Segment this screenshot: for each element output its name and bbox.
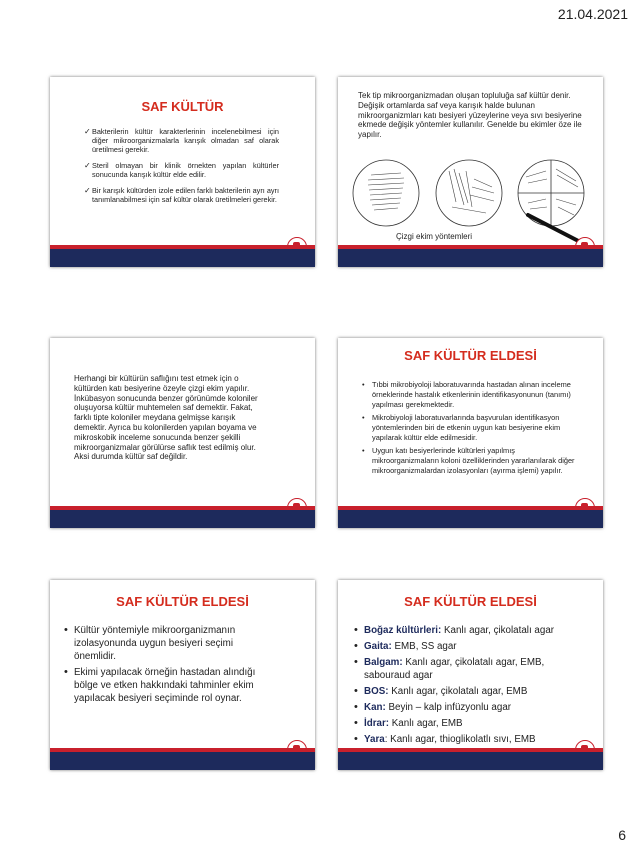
list-item: ✓ Bir karışık kültürden izole edilen farklı bakterilerin ayrı ayrı tanımlanabilmesi için saf kültür olarak üretilmeleri gerekir. <box>84 186 279 204</box>
list-item <box>354 624 584 637</box>
slide-title: SAF KÜLTÜR ELDESİ <box>404 594 537 609</box>
sample-label: Gaita: <box>364 641 392 652</box>
sample-label: Kan: <box>364 702 386 713</box>
list-item <box>354 733 584 746</box>
list-item: ✓ Steril olmayan bir klinik örnekten yapılan kültürler sonucunda karışık kültür elde edilir. <box>84 161 279 179</box>
footer-band <box>50 506 315 528</box>
footer-band <box>338 245 603 267</box>
list-item: • Kültür yöntemiyle mikroorganizmanın izolasyonunda uygun besiyeri seçimi önemlidir. <box>64 624 274 663</box>
media-text: : Kanlı agar, thioglikolatlı sıvı, EMB <box>384 734 536 745</box>
slide-saf-kultur-eldesi-1 <box>338 338 603 528</box>
media-text: Beyin – kalp infüzyonlu agar <box>385 702 512 713</box>
date-stamp: 21.04.2021 <box>557 6 628 22</box>
media-text: Kanlı agar, çikolatalı agar, EMB <box>388 686 528 697</box>
sample-label: BOS: <box>364 686 389 697</box>
list-item: • Tıbbi mikrobiyoloji laboratuvarında hastadan alınan inceleme örneklerinde hastalık etkenlerinin identifikasyonunun (tanımı) yapılması gerekmektedir. <box>362 380 577 410</box>
sample-label: Yara <box>364 734 385 745</box>
slide-title: SAF KÜLTÜR ELDESİ <box>116 594 249 609</box>
media-text: Kanlı agar, çikolatalı agar <box>441 625 555 636</box>
sample-label: Balgam: <box>364 657 403 668</box>
figure-caption: Çizgi ekim yöntemleri <box>396 232 473 241</box>
footer-band <box>338 748 603 770</box>
media-text: EMB, SS agar <box>391 641 457 652</box>
list-item: ✓ Bakterilerin kültür karakterlerinin incelenebilmesi için diğer mikroorganizmalarla karışık olmadan saf olarak üretilmesi gerekir. <box>84 127 279 154</box>
list-item <box>354 701 584 714</box>
footer-band <box>50 748 315 770</box>
bullet-list <box>64 624 274 708</box>
petri-dish-1-icon <box>353 160 419 226</box>
list-item <box>354 640 584 653</box>
slide-text: Herhangi bir kültürün saflığını test etmek için o kültürden katı besiyerine özeyle çizgi ekim yapılır. İnkübasyon sonucunda benzer görünümde koloniler oluşuyorsa kültür muhtemelen saf demektir. Fakat, farklı tipte koloniler meydana gelmişse karışık demektir. Ayrıca bu kolonilerden yapılan boyama ve mikroskobik inceleme sonucunda benzer şekilli mikroorganizmalar görülürse saflık test edilmiş olur. Aksi durumda kültür saf değildir. <box>74 374 258 462</box>
sample-media-list <box>354 624 584 749</box>
list-item <box>354 717 584 730</box>
sample-label: İdrar: <box>364 718 390 729</box>
slide-title: SAF KÜLTÜR ELDESİ <box>404 348 537 363</box>
sample-label: Boğaz kültürleri: <box>364 625 442 636</box>
slide-title: SAF KÜLTÜR <box>141 99 224 114</box>
slide-saf-kultur <box>50 77 315 267</box>
footer-band <box>338 506 603 528</box>
petri-dish-3-icon <box>518 160 590 247</box>
slide-saf-kultur-eldesi-3 <box>338 580 603 770</box>
slide-streak-methods <box>338 77 603 267</box>
slide-text: Tek tip mikroorganizmadan oluşan topluluğa saf kültür denir. Değişik ortamlarda saf veya karışık halde bulunan mikroorganizmları katı besiyeri yüzeylerine veya sıvı besiyerine ekmede değişik yöntemler kullanılır. Genelde bu ekimler öze ile yapılır. <box>358 91 582 140</box>
footer-band <box>50 245 315 267</box>
list-item <box>354 685 584 698</box>
media-text: Kanlı agar, çikolatalı agar, EMB, sabouraud agar <box>364 657 545 681</box>
list-item: • Uygun katı besiyerlerinde kültürleri yapılmış mikroorganizmaların koloni özelliklerinden yararlanılarak diğer mikroorganizmalardan izolasyonları (ayırma işlemi) yapılır. <box>362 446 577 476</box>
slide-saf-kultur-eldesi-2 <box>50 580 315 770</box>
media-text: Kanlı agar, EMB <box>389 718 463 729</box>
list-item: • Ekimi yapılacak örneğin hastadan alındığı bölge ve etken hakkındaki tahminler ekim yapılacak besiyeri seçiminde rol oynar. <box>64 666 274 705</box>
list-item: • Mikrobiyoloji laboratuvarlarında başvurulan identifikasyon yöntemlerinden biri de etkenin uygun katı besiyerine ekim yapılarak kültür elde edilmesidir. <box>362 413 577 443</box>
checklist <box>84 127 279 211</box>
bullet-list <box>362 380 577 479</box>
list-item <box>354 656 584 682</box>
slide-purity-test <box>50 338 315 528</box>
page-number: 6 <box>618 827 626 843</box>
petri-dish-2-icon <box>436 160 502 226</box>
